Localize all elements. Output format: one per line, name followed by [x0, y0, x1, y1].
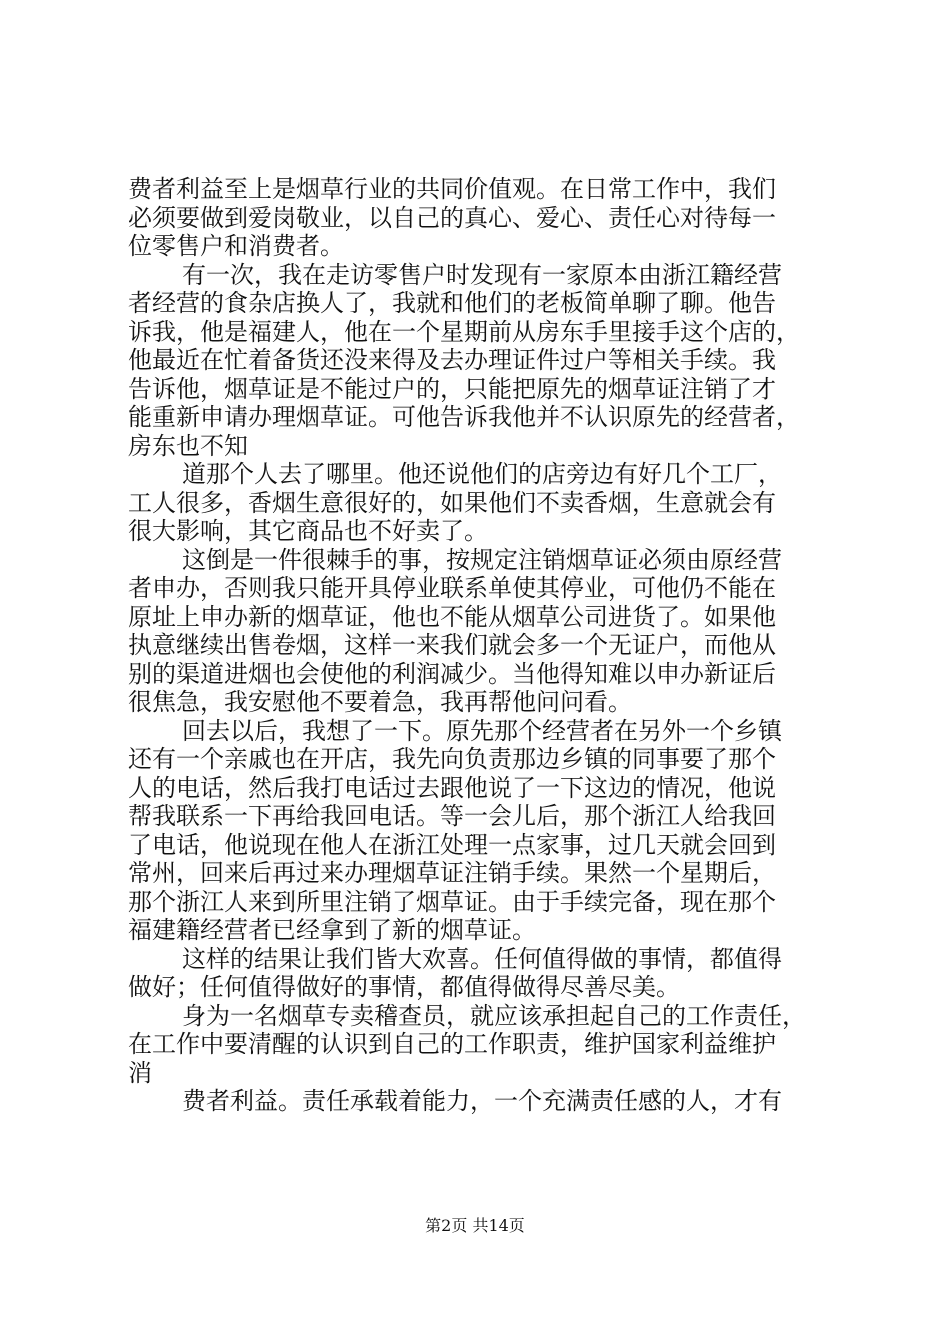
- text-line: 工人很多，香烟生意很好的，如果他们不卖香烟，生意就会有: [128, 488, 776, 517]
- text-line: 费者利益至上是烟草行业的共同价值观。在日常工作中，我们: [128, 175, 776, 203]
- text-line: 必须要做到爱岗敬业，以自己的真心、爱心、责任心对待每一: [128, 203, 776, 232]
- page-number-footer: 第2页 共14页: [425, 1216, 525, 1235]
- body-text: [128, 175, 838, 1116]
- text-line: 消: [128, 1058, 152, 1087]
- text-line: 在工作中要清醒的认识到自己的工作职责，维护国家利益维护: [128, 1030, 776, 1058]
- text-line: 有一次，我在走访零售户时发现有一家原本由浙江籍经营: [182, 260, 782, 289]
- text-line: 费者利益。责任承载着能力，一个充满责任感的人，才有: [182, 1087, 782, 1115]
- text-line: 回去以后，我想了一下。原先那个经营者在另外一个乡镇: [182, 716, 782, 745]
- text-line: 诉我，他是福建人，他在一个星期前从房东手里接手这个店的，: [128, 317, 800, 346]
- text-line: 这倒是一件很棘手的事，按规定注销烟草证必须由原经营: [182, 545, 782, 574]
- text-line: 做好；任何值得做好的事情，都值得做得尽善尽美。: [128, 973, 680, 1001]
- text-line: 执意继续出售卷烟，这样一来我们就会多一个无证户，而他从: [128, 631, 776, 659]
- text-line: 还有一个亲戚也在开店，我先向负责那边乡镇的同事要了那个: [128, 745, 776, 773]
- text-line: 者申办，否则我只能开具停业联系单使其停业，可他仍不能在: [128, 574, 776, 602]
- text-line: 这样的结果让我们皆大欢喜。任何值得做的事情，都值得: [182, 944, 782, 973]
- text-line: 很大影响，其它商品也不好卖了。: [128, 517, 488, 545]
- text-line: 别的渠道进烟也会使他的利润减少。当他得知难以申办新证后: [128, 659, 776, 688]
- text-line: 原址上申办新的烟草证，他也不能从烟草公司进货了。如果他: [128, 602, 776, 631]
- text-line: 福建籍经营者已经拿到了新的烟草证。: [128, 916, 536, 944]
- text-line: 那个浙江人来到所里注销了烟草证。由于手续完备，现在那个: [128, 887, 776, 916]
- text-line: 人的电话，然后我打电话过去跟他说了一下这边的情况，他说: [128, 773, 776, 802]
- text-line: 很焦急，我安慰他不要着急，我再帮他问问看。: [128, 688, 632, 716]
- text-line: 帮我联系一下再给我回电话。等一会儿后，那个浙江人给我回: [128, 802, 776, 830]
- text-line: 告诉他，烟草证是不能过户的，只能把原先的烟草证注销了才: [128, 374, 776, 403]
- text-line: 道那个人去了哪里。他还说他们的店旁边有好几个工厂，: [182, 460, 782, 488]
- text-line: 常州，回来后再过来办理烟草证注销手续。果然一个星期后，: [128, 859, 776, 887]
- text-line: 者经营的食杂店换人了，我就和他们的老板简单聊了聊。他告: [128, 289, 776, 317]
- text-line: 他最近在忙着备货还没来得及去办理证件过户等相关手续。我: [128, 346, 776, 374]
- text-line: 了电话，他说现在他人在浙江处理一点家事，过几天就会回到: [128, 830, 776, 859]
- text-line: 位零售户和消费者。: [128, 232, 344, 260]
- text-line: 房东也不知: [128, 431, 248, 460]
- text-line: 能重新申请办理烟草证。可他告诉我他并不认识原先的经营者，: [128, 403, 800, 431]
- text-line: 身为一名烟草专卖稽查员，就应该承担起自己的工作责任，: [182, 1001, 806, 1030]
